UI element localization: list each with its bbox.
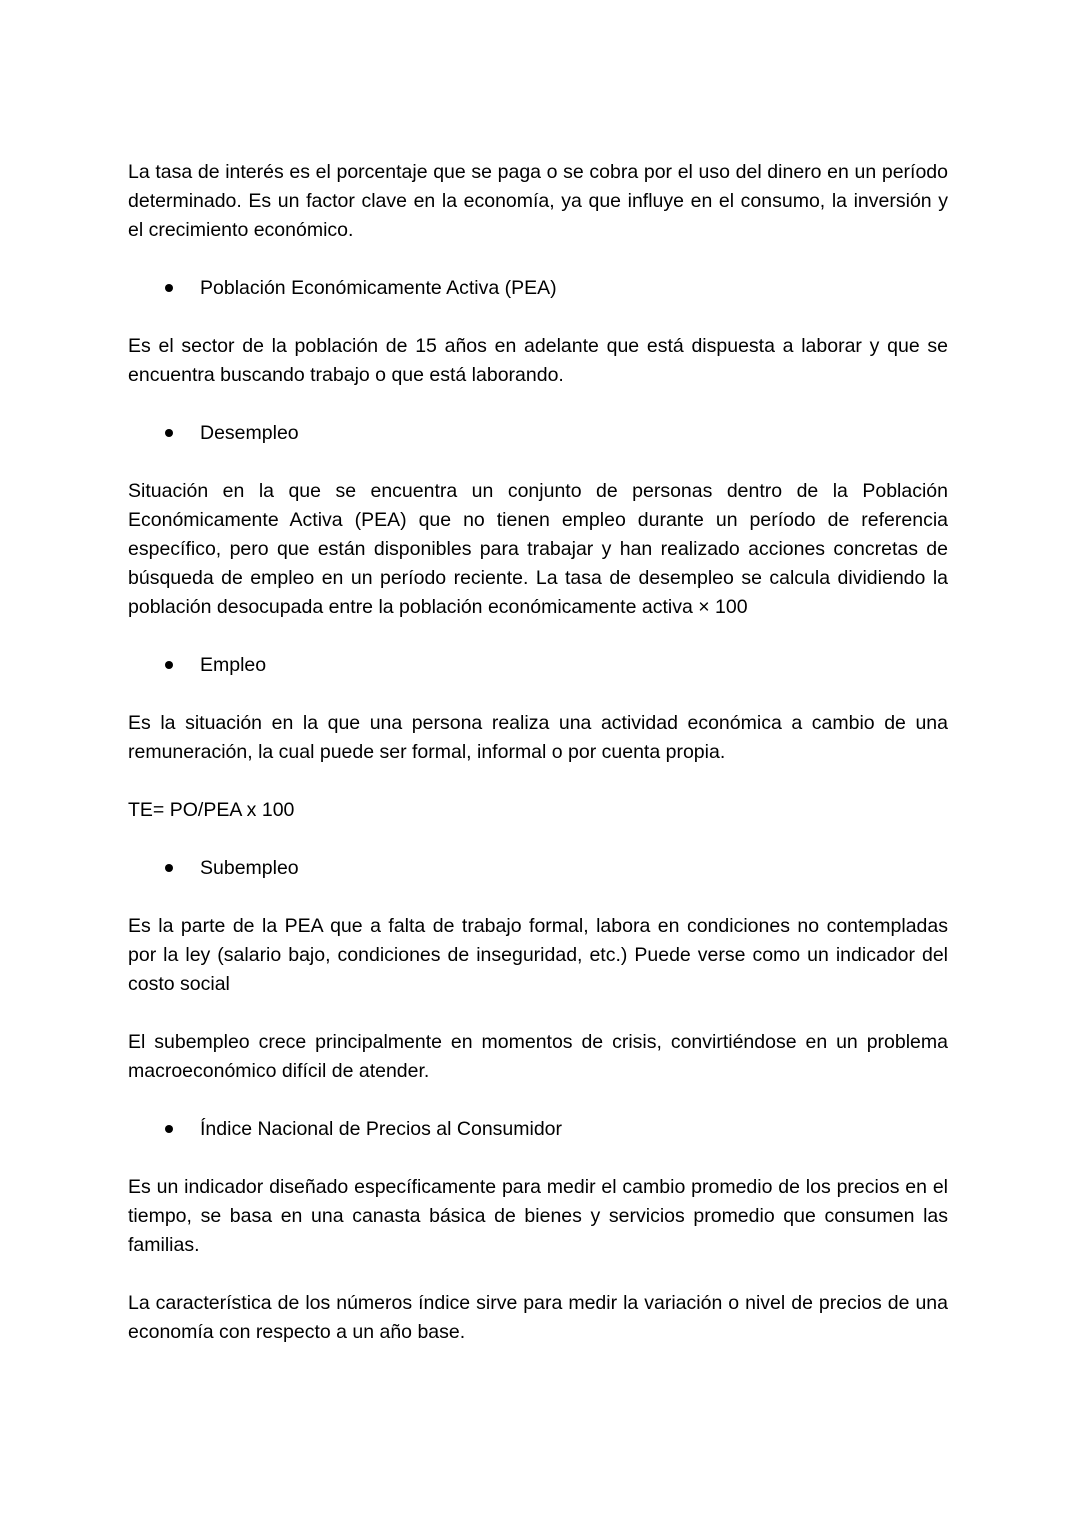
bullet-icon bbox=[165, 1125, 173, 1133]
bullet-item-label: Índice Nacional de Precios al Consumidor bbox=[200, 1118, 563, 1140]
paragraph: Es un indicador diseñado específicamente para medir el cambio promedio de los precios en el tiempo, se basa en una canasta básica de bienes y servicios promedio que consumen las familias. bbox=[128, 1176, 948, 1256]
paragraph: Situación en la que se encuentra un conjunto de personas dentro de la Población Económicamente Activa (PEA) que no tienen empleo durante un período de referencia específico, pero que están disponibles para trabajar y han realizado acciones concretas de búsqueda de empleo en un período reciente. La tasa de desempleo se calcula dividiendo la población desocupada entre la población económicamente activa × 100 bbox=[128, 480, 948, 618]
bullet-list-item bbox=[128, 651, 948, 680]
bullet-icon bbox=[165, 429, 173, 437]
paragraph: Es el sector de la población de 15 años en adelante que está dispuesta a laborar y que se encuentra buscando trabajo o que está laborando. bbox=[128, 335, 948, 386]
bullet-item-label: Desempleo bbox=[200, 422, 299, 444]
paragraph: El subempleo crece principalmente en momentos de crisis, convirtiéndose en un problema macroeconómico difícil de atender. bbox=[128, 1031, 948, 1082]
bullet-list-item bbox=[128, 1115, 948, 1144]
paragraph: La tasa de interés es el porcentaje que se paga o se cobra por el uso del dinero en un período determinado. Es un factor clave en la economía, ya que influye en el consumo, la inversión y el crecimiento económico. bbox=[128, 161, 948, 241]
bullet-icon bbox=[165, 284, 173, 292]
bullet-icon bbox=[165, 661, 173, 669]
paragraph: La característica de los números índice sirve para medir la variación o nivel de precios de una economía con respecto a un año base. bbox=[128, 1292, 948, 1343]
document-body bbox=[128, 158, 948, 1347]
bullet-item-label: Empleo bbox=[200, 654, 267, 676]
paragraph: Es la situación en la que una persona realiza una actividad económica a cambio de una remuneración, la cual puede ser formal, informal o por cuenta propia. bbox=[128, 712, 948, 763]
bullet-list-item bbox=[128, 419, 948, 448]
bullet-list-item bbox=[128, 274, 948, 303]
bullet-icon bbox=[165, 864, 173, 872]
bullet-item-label: Subempleo bbox=[200, 857, 299, 879]
formula-line: TE= PO/PEA x 100 bbox=[128, 799, 295, 821]
paragraph: Es la parte de la PEA que a falta de trabajo formal, labora en condiciones no contempladas por la ley (salario bajo, condiciones de inseguridad, etc.) Puede verse como un indicador del costo social bbox=[128, 915, 948, 995]
bullet-item-label: Población Económicamente Activa (PEA) bbox=[200, 277, 557, 299]
bullet-list-item bbox=[128, 854, 948, 883]
